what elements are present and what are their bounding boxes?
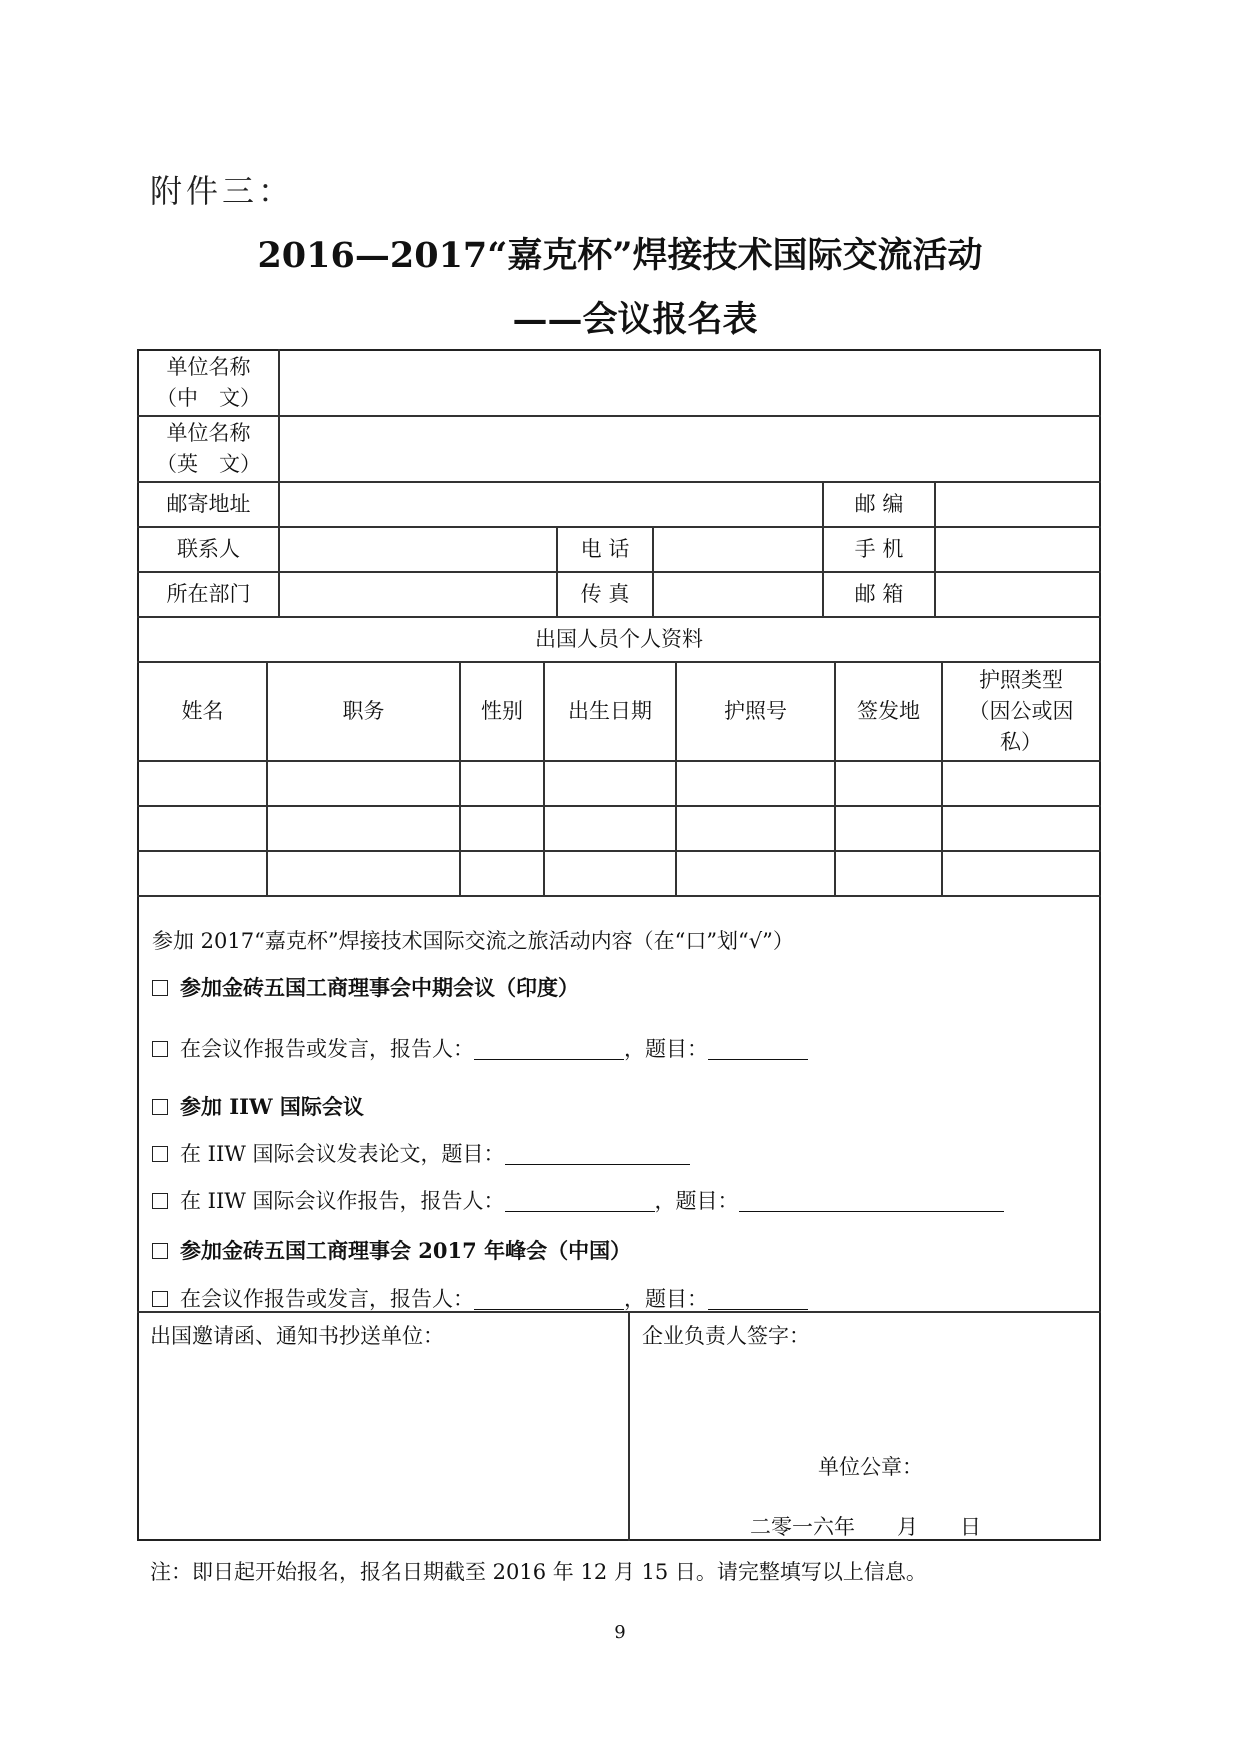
option-label: 参加金砖五国工商理事会 2017 年峰会（中国） xyxy=(180,1238,632,1263)
personnel-cell[interactable] xyxy=(461,807,543,850)
page-title: 2016—2017“嘉克杯”焊接技术国际交流活动 xyxy=(257,235,983,276)
date-line xyxy=(750,1511,981,1541)
option-label: ，题目： xyxy=(624,1037,708,1061)
fax-field[interactable] xyxy=(654,573,822,616)
checkbox-icon[interactable] xyxy=(152,980,168,996)
col-header-position: 职务 xyxy=(342,699,385,723)
checkbox-icon[interactable] xyxy=(152,1193,168,1209)
unit-name-cn-field[interactable] xyxy=(280,351,1099,415)
checkbox-icon[interactable] xyxy=(152,1099,168,1115)
option-brics-midterm-report[interactable] xyxy=(152,1033,808,1063)
unit-seal-label: 单位公章： xyxy=(818,1455,923,1479)
phone-field[interactable] xyxy=(654,528,822,571)
option-iiw-conference[interactable] xyxy=(152,1091,364,1121)
col-header-passport-type xyxy=(943,663,1099,760)
mailing-address-field[interactable] xyxy=(280,483,822,526)
reporter-blank[interactable] xyxy=(474,1039,624,1060)
label-postcode: 邮 编 xyxy=(854,492,904,516)
personnel-cell[interactable] xyxy=(139,762,266,805)
label-unit-name-cn xyxy=(139,351,278,415)
checkbox-icon[interactable] xyxy=(152,1291,168,1307)
option-brics-summit[interactable] xyxy=(152,1235,631,1265)
row-divider xyxy=(137,895,1101,897)
personnel-cell[interactable] xyxy=(461,762,543,805)
col-header-gender: 性别 xyxy=(481,699,523,723)
option-iiw-report[interactable] xyxy=(152,1185,1004,1215)
option-label: 在 IIW 国际会议作报告，报告人： xyxy=(180,1189,505,1213)
header-text: 私） xyxy=(1000,730,1042,754)
option-label: 参加 IIW 国际会议 xyxy=(180,1094,364,1119)
label-text: 单位名称 xyxy=(166,355,251,379)
reporter-blank[interactable] xyxy=(474,1289,624,1310)
topic-blank[interactable] xyxy=(505,1144,690,1165)
topic-blank[interactable] xyxy=(708,1289,808,1310)
option-label: ，题目： xyxy=(624,1287,708,1311)
personnel-cell[interactable] xyxy=(139,807,266,850)
personnel-cell[interactable] xyxy=(677,762,834,805)
checkbox-icon[interactable] xyxy=(152,1243,168,1259)
option-iiw-paper[interactable] xyxy=(152,1138,690,1168)
header-text: 护照类型 xyxy=(979,668,1063,692)
checkbox-icon[interactable] xyxy=(152,1041,168,1057)
option-label: ，题目： xyxy=(654,1189,739,1213)
label-text: 单位名称 xyxy=(166,421,251,445)
personnel-cell[interactable] xyxy=(677,852,834,895)
footnote: 注：即日起开始报名，报名日期截至 2016 年 12 月 15 日。请完整填写以上信息。 xyxy=(150,1560,927,1584)
copy-to-label: 出国邀请函、通知书抄送单位： xyxy=(150,1324,444,1348)
option-label: 在会议作报告或发言，报告人： xyxy=(180,1037,474,1061)
page-number: 9 xyxy=(614,1622,626,1643)
option-brics-summit-report[interactable] xyxy=(152,1283,808,1313)
leader-signature-label: 企业负责人签字： xyxy=(642,1324,810,1348)
label-department: 所在部门 xyxy=(166,582,251,606)
topic-blank[interactable] xyxy=(739,1191,1004,1212)
checkbox-icon[interactable] xyxy=(152,1146,168,1162)
personnel-cell[interactable] xyxy=(943,762,1099,805)
unit-name-en-field[interactable] xyxy=(280,417,1099,481)
option-label: 在会议作报告或发言，报告人： xyxy=(180,1287,474,1311)
option-brics-midterm[interactable] xyxy=(152,972,579,1002)
personnel-cell[interactable] xyxy=(268,807,459,850)
personnel-cell[interactable] xyxy=(545,852,675,895)
personnel-cell[interactable] xyxy=(677,807,834,850)
personnel-cell[interactable] xyxy=(545,762,675,805)
label-contact: 联系人 xyxy=(177,537,240,561)
label-text: （英 文） xyxy=(156,452,261,476)
topic-blank[interactable] xyxy=(708,1039,808,1060)
email-field[interactable] xyxy=(936,573,1099,616)
date-month: 月 xyxy=(897,1515,918,1539)
department-field[interactable] xyxy=(280,573,556,616)
personnel-cell[interactable] xyxy=(836,762,941,805)
personnel-cell[interactable] xyxy=(836,807,941,850)
label-fax: 传 真 xyxy=(580,582,630,606)
personnel-section-title: 出国人员个人资料 xyxy=(535,627,703,651)
col-header-name: 姓名 xyxy=(181,699,224,723)
label-text: （中 文） xyxy=(156,386,261,410)
attachment-label: 附件三： xyxy=(150,172,295,210)
label-phone: 电 话 xyxy=(580,537,630,561)
postcode-field[interactable] xyxy=(936,483,1099,526)
mobile-field[interactable] xyxy=(936,528,1099,571)
page-subtitle: ——会议报名表 xyxy=(512,299,758,340)
col-header-issue-place: 签发地 xyxy=(857,699,920,723)
date-day: 日 xyxy=(960,1515,981,1539)
personnel-cell[interactable] xyxy=(268,762,459,805)
label-mobile: 手 机 xyxy=(854,537,904,561)
label-email: 邮 箱 xyxy=(854,582,904,606)
col-divider xyxy=(628,1311,630,1541)
col-header-birthdate: 出生日期 xyxy=(568,699,652,723)
personnel-cell[interactable] xyxy=(268,852,459,895)
header-text: （因公或因 xyxy=(968,699,1074,723)
activities-intro: 参加 2017“嘉克杯”焊接技术国际交流之旅活动内容（在“口”划“√”） xyxy=(152,929,794,953)
reporter-blank[interactable] xyxy=(505,1191,655,1212)
personnel-cell[interactable] xyxy=(461,852,543,895)
label-mailing-address: 邮寄地址 xyxy=(166,492,251,516)
label-unit-name-en xyxy=(139,417,278,481)
personnel-cell[interactable] xyxy=(836,852,941,895)
date-year: 二零一六年 xyxy=(750,1515,855,1539)
option-label: 在 IIW 国际会议发表论文，题目： xyxy=(180,1142,505,1166)
personnel-cell[interactable] xyxy=(139,852,266,895)
col-header-passport-no: 护照号 xyxy=(724,699,787,723)
personnel-cell[interactable] xyxy=(943,807,1099,850)
personnel-cell[interactable] xyxy=(943,852,1099,895)
personnel-cell[interactable] xyxy=(545,807,675,850)
contact-field[interactable] xyxy=(280,528,556,571)
option-label: 参加金砖五国工商理事会中期会议（印度） xyxy=(180,975,579,1000)
